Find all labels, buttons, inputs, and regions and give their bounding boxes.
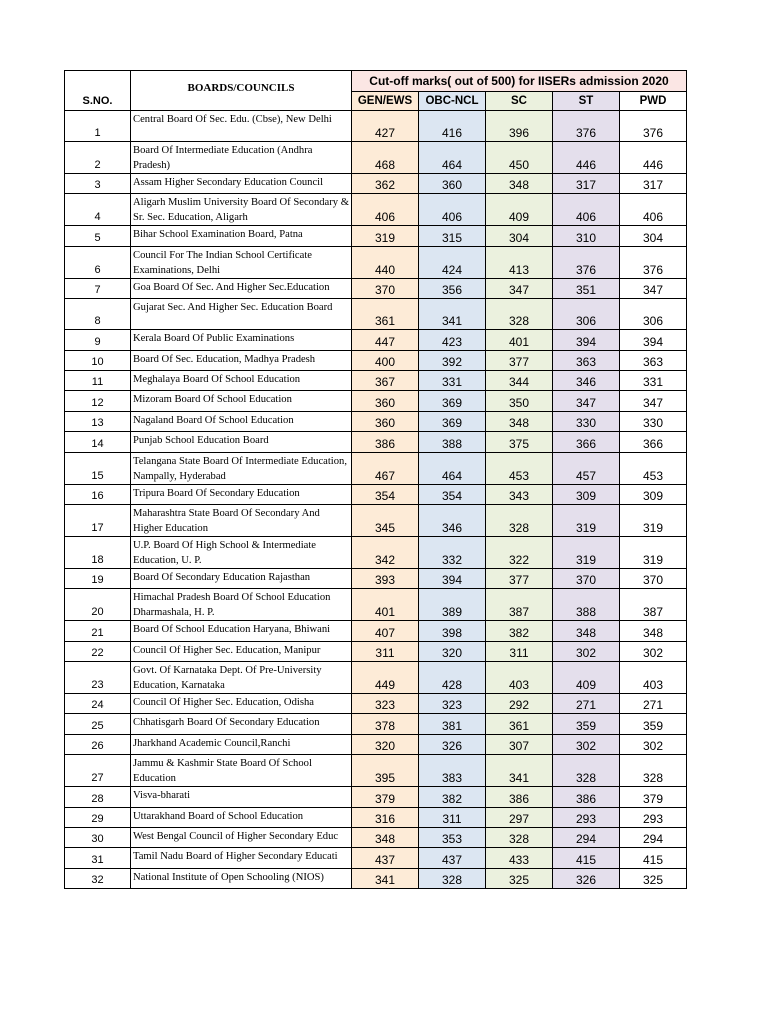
cutoff-pwd: 330 bbox=[620, 411, 687, 431]
cutoff-gen-ews: 395 bbox=[352, 755, 419, 787]
row-sno: 3 bbox=[65, 174, 131, 194]
table-row bbox=[65, 174, 687, 194]
cutoff-pwd: 376 bbox=[620, 246, 687, 278]
cutoff-st: 293 bbox=[553, 807, 620, 827]
row-sno: 28 bbox=[65, 787, 131, 807]
cutoff-st: 409 bbox=[553, 662, 620, 694]
cutoff-sc: 297 bbox=[486, 807, 553, 827]
cutoff-gen-ews: 361 bbox=[352, 299, 419, 330]
cutoff-st: 415 bbox=[553, 848, 620, 868]
row-sno: 23 bbox=[65, 662, 131, 694]
cutoff-gen-ews: 437 bbox=[352, 848, 419, 868]
table-row bbox=[65, 194, 687, 226]
row-sno: 32 bbox=[65, 868, 131, 888]
cutoff-obc-ncl: 369 bbox=[419, 391, 486, 411]
row-sno: 25 bbox=[65, 714, 131, 734]
row-sno: 6 bbox=[65, 246, 131, 278]
cutoff-obc-ncl: 346 bbox=[419, 504, 486, 536]
row-sno: 7 bbox=[65, 278, 131, 298]
cutoff-obc-ncl: 369 bbox=[419, 411, 486, 431]
row-sno: 17 bbox=[65, 504, 131, 536]
table-row bbox=[65, 621, 687, 641]
row-board: Govt. Of Karnataka Dept. Of Pre-University Education, Karnataka bbox=[131, 662, 352, 694]
table-row bbox=[65, 452, 687, 484]
cutoff-gen-ews: 467 bbox=[352, 452, 419, 484]
cutoff-gen-ews: 440 bbox=[352, 246, 419, 278]
cutoff-st: 326 bbox=[553, 868, 620, 888]
cutoff-pwd: 403 bbox=[620, 662, 687, 694]
cutoff-pwd: 304 bbox=[620, 226, 687, 246]
table-row bbox=[65, 484, 687, 504]
cutoff-pwd: 376 bbox=[620, 111, 687, 142]
cutoff-obc-ncl: 331 bbox=[419, 370, 486, 390]
row-sno: 9 bbox=[65, 330, 131, 350]
cutoff-sc: 347 bbox=[486, 278, 553, 298]
cutoff-pwd: 319 bbox=[620, 504, 687, 536]
cutoff-st: 370 bbox=[553, 568, 620, 588]
row-board: Board Of Secondary Education Rajasthan bbox=[131, 568, 352, 588]
row-board: Gujarat Sec. And Higher Sec. Education Board bbox=[131, 299, 352, 330]
table-row bbox=[65, 641, 687, 661]
cutoff-sc: 433 bbox=[486, 848, 553, 868]
cutoff-obc-ncl: 320 bbox=[419, 641, 486, 661]
cutoff-gen-ews: 401 bbox=[352, 589, 419, 621]
row-board: Aligarh Muslim University Board Of Secondary & Sr. Sec. Education, Aligarh bbox=[131, 194, 352, 226]
table-row bbox=[65, 111, 687, 142]
cutoff-sc: 344 bbox=[486, 370, 553, 390]
cutoff-pwd: 379 bbox=[620, 787, 687, 807]
cutoff-pwd: 348 bbox=[620, 621, 687, 641]
table-row bbox=[65, 755, 687, 787]
row-sno: 26 bbox=[65, 734, 131, 754]
cutoff-obc-ncl: 406 bbox=[419, 194, 486, 226]
cutoff-obc-ncl: 323 bbox=[419, 694, 486, 714]
cutoff-sc: 403 bbox=[486, 662, 553, 694]
row-board: Assam Higher Secondary Education Council bbox=[131, 174, 352, 194]
row-sno: 12 bbox=[65, 391, 131, 411]
cutoff-gen-ews: 319 bbox=[352, 226, 419, 246]
cutoff-st: 363 bbox=[553, 350, 620, 370]
cutoff-st: 294 bbox=[553, 828, 620, 848]
cutoff-gen-ews: 386 bbox=[352, 432, 419, 452]
cutoff-sc: 328 bbox=[486, 504, 553, 536]
cutoff-sc: 413 bbox=[486, 246, 553, 278]
cutoff-pwd: 302 bbox=[620, 734, 687, 754]
table-row bbox=[65, 828, 687, 848]
cutoff-table bbox=[64, 70, 687, 889]
header-boards: BOARDS/COUNCILS bbox=[131, 71, 352, 111]
cutoff-sc: 325 bbox=[486, 868, 553, 888]
cutoff-st: 457 bbox=[553, 452, 620, 484]
cutoff-st: 376 bbox=[553, 111, 620, 142]
row-board: U.P. Board Of High School & Intermediate Education, U. P. bbox=[131, 536, 352, 568]
row-sno: 20 bbox=[65, 589, 131, 621]
cutoff-obc-ncl: 383 bbox=[419, 755, 486, 787]
cutoff-obc-ncl: 416 bbox=[419, 111, 486, 142]
row-sno: 29 bbox=[65, 807, 131, 827]
cutoff-gen-ews: 360 bbox=[352, 391, 419, 411]
row-board: Kerala Board Of Public Examinations bbox=[131, 330, 352, 350]
header-cutoff-title: Cut-off marks( out of 500) for IISERs admission 2020 bbox=[352, 71, 687, 92]
row-board: National Institute of Open Schooling (NIOS) bbox=[131, 868, 352, 888]
cutoff-obc-ncl: 354 bbox=[419, 484, 486, 504]
row-board: Nagaland Board Of School Education bbox=[131, 411, 352, 431]
cutoff-gen-ews: 362 bbox=[352, 174, 419, 194]
cutoff-pwd: 387 bbox=[620, 589, 687, 621]
header-gen-ews: GEN/EWS bbox=[352, 92, 419, 111]
cutoff-obc-ncl: 394 bbox=[419, 568, 486, 588]
table-row bbox=[65, 142, 687, 174]
row-sno: 2 bbox=[65, 142, 131, 174]
row-sno: 15 bbox=[65, 452, 131, 484]
cutoff-obc-ncl: 315 bbox=[419, 226, 486, 246]
table-row bbox=[65, 848, 687, 868]
table-row bbox=[65, 787, 687, 807]
cutoff-obc-ncl: 356 bbox=[419, 278, 486, 298]
cutoff-obc-ncl: 353 bbox=[419, 828, 486, 848]
cutoff-gen-ews: 370 bbox=[352, 278, 419, 298]
cutoff-sc: 322 bbox=[486, 536, 553, 568]
cutoff-st: 388 bbox=[553, 589, 620, 621]
row-sno: 5 bbox=[65, 226, 131, 246]
cutoff-st: 366 bbox=[553, 432, 620, 452]
cutoff-gen-ews: 393 bbox=[352, 568, 419, 588]
table-row bbox=[65, 504, 687, 536]
row-board: Tamil Nadu Board of Higher Secondary Educati bbox=[131, 848, 352, 868]
cutoff-pwd: 347 bbox=[620, 391, 687, 411]
cutoff-sc: 377 bbox=[486, 350, 553, 370]
row-board: Jharkhand Academic Council,Ranchi bbox=[131, 734, 352, 754]
row-board: Uttarakhand Board of School Education bbox=[131, 807, 352, 827]
cutoff-pwd: 446 bbox=[620, 142, 687, 174]
cutoff-st: 446 bbox=[553, 142, 620, 174]
row-sno: 24 bbox=[65, 694, 131, 714]
row-board: Council Of Higher Sec. Education, Odisha bbox=[131, 694, 352, 714]
cutoff-sc: 386 bbox=[486, 787, 553, 807]
row-board: Council For The Indian School Certificate Examinations, Delhi bbox=[131, 246, 352, 278]
row-sno: 18 bbox=[65, 536, 131, 568]
cutoff-sc: 453 bbox=[486, 452, 553, 484]
cutoff-gen-ews: 367 bbox=[352, 370, 419, 390]
cutoff-st: 302 bbox=[553, 734, 620, 754]
row-board: Chhatisgarh Board Of Secondary Education bbox=[131, 714, 352, 734]
cutoff-sc: 328 bbox=[486, 828, 553, 848]
row-sno: 21 bbox=[65, 621, 131, 641]
row-sno: 19 bbox=[65, 568, 131, 588]
cutoff-st: 376 bbox=[553, 246, 620, 278]
row-sno: 31 bbox=[65, 848, 131, 868]
cutoff-gen-ews: 348 bbox=[352, 828, 419, 848]
cutoff-obc-ncl: 392 bbox=[419, 350, 486, 370]
row-sno: 14 bbox=[65, 432, 131, 452]
cutoff-pwd: 319 bbox=[620, 536, 687, 568]
cutoff-pwd: 347 bbox=[620, 278, 687, 298]
row-sno: 8 bbox=[65, 299, 131, 330]
cutoff-sc: 382 bbox=[486, 621, 553, 641]
cutoff-pwd: 331 bbox=[620, 370, 687, 390]
cutoff-st: 302 bbox=[553, 641, 620, 661]
table-row bbox=[65, 226, 687, 246]
table-row bbox=[65, 568, 687, 588]
row-board: Goa Board Of Sec. And Higher Sec.Education bbox=[131, 278, 352, 298]
cutoff-st: 319 bbox=[553, 504, 620, 536]
table-row bbox=[65, 662, 687, 694]
cutoff-gen-ews: 406 bbox=[352, 194, 419, 226]
cutoff-gen-ews: 320 bbox=[352, 734, 419, 754]
cutoff-obc-ncl: 328 bbox=[419, 868, 486, 888]
row-board: Maharashtra State Board Of Secondary And Higher Education bbox=[131, 504, 352, 536]
cutoff-st: 348 bbox=[553, 621, 620, 641]
row-sno: 30 bbox=[65, 828, 131, 848]
row-board: West Bengal Council of Higher Secondary Educ bbox=[131, 828, 352, 848]
row-board: Telangana State Board Of Intermediate Education, Nampally, Hyderabad bbox=[131, 452, 352, 484]
table-body bbox=[65, 111, 687, 889]
cutoff-pwd: 271 bbox=[620, 694, 687, 714]
cutoff-gen-ews: 345 bbox=[352, 504, 419, 536]
cutoff-st: 271 bbox=[553, 694, 620, 714]
table-row bbox=[65, 370, 687, 390]
row-sno: 4 bbox=[65, 194, 131, 226]
cutoff-gen-ews: 378 bbox=[352, 714, 419, 734]
cutoff-pwd: 394 bbox=[620, 330, 687, 350]
cutoff-st: 386 bbox=[553, 787, 620, 807]
row-sno: 27 bbox=[65, 755, 131, 787]
row-board: Himachal Pradesh Board Of School Education Dharmashala, H. P. bbox=[131, 589, 352, 621]
header-sno: S.NO. bbox=[65, 71, 131, 111]
cutoff-gen-ews: 468 bbox=[352, 142, 419, 174]
cutoff-sc: 341 bbox=[486, 755, 553, 787]
cutoff-gen-ews: 379 bbox=[352, 787, 419, 807]
cutoff-sc: 450 bbox=[486, 142, 553, 174]
cutoff-obc-ncl: 389 bbox=[419, 589, 486, 621]
cutoff-st: 306 bbox=[553, 299, 620, 330]
cutoff-obc-ncl: 423 bbox=[419, 330, 486, 350]
cutoff-obc-ncl: 464 bbox=[419, 452, 486, 484]
cutoff-sc: 361 bbox=[486, 714, 553, 734]
table-row bbox=[65, 734, 687, 754]
cutoff-sc: 328 bbox=[486, 299, 553, 330]
table-row bbox=[65, 246, 687, 278]
cutoff-gen-ews: 316 bbox=[352, 807, 419, 827]
cutoff-pwd: 370 bbox=[620, 568, 687, 588]
table-row bbox=[65, 278, 687, 298]
table-row bbox=[65, 330, 687, 350]
table-row bbox=[65, 807, 687, 827]
cutoff-obc-ncl: 311 bbox=[419, 807, 486, 827]
cutoff-gen-ews: 449 bbox=[352, 662, 419, 694]
cutoff-pwd: 328 bbox=[620, 755, 687, 787]
table-row bbox=[65, 714, 687, 734]
cutoff-gen-ews: 360 bbox=[352, 411, 419, 431]
cutoff-pwd: 363 bbox=[620, 350, 687, 370]
cutoff-pwd: 302 bbox=[620, 641, 687, 661]
table-row bbox=[65, 868, 687, 888]
cutoff-st: 330 bbox=[553, 411, 620, 431]
cutoff-obc-ncl: 341 bbox=[419, 299, 486, 330]
cutoff-sc: 307 bbox=[486, 734, 553, 754]
cutoff-sc: 292 bbox=[486, 694, 553, 714]
row-board: Council Of Higher Sec. Education, Manipur bbox=[131, 641, 352, 661]
cutoff-pwd: 366 bbox=[620, 432, 687, 452]
cutoff-sc: 311 bbox=[486, 641, 553, 661]
cutoff-gen-ews: 354 bbox=[352, 484, 419, 504]
cutoff-obc-ncl: 382 bbox=[419, 787, 486, 807]
cutoff-obc-ncl: 428 bbox=[419, 662, 486, 694]
cutoff-st: 351 bbox=[553, 278, 620, 298]
row-sno: 22 bbox=[65, 641, 131, 661]
cutoff-gen-ews: 400 bbox=[352, 350, 419, 370]
row-board: Board Of School Education Haryana, Bhiwani bbox=[131, 621, 352, 641]
cutoff-sc: 304 bbox=[486, 226, 553, 246]
cutoff-pwd: 415 bbox=[620, 848, 687, 868]
cutoff-pwd: 453 bbox=[620, 452, 687, 484]
table-row bbox=[65, 299, 687, 330]
cutoff-sc: 396 bbox=[486, 111, 553, 142]
cutoff-sc: 387 bbox=[486, 589, 553, 621]
cutoff-pwd: 406 bbox=[620, 194, 687, 226]
header-sc: SC bbox=[486, 92, 553, 111]
row-board: Punjab School Education Board bbox=[131, 432, 352, 452]
row-board: Jammu & Kashmir State Board Of School Education bbox=[131, 755, 352, 787]
cutoff-obc-ncl: 360 bbox=[419, 174, 486, 194]
cutoff-sc: 348 bbox=[486, 411, 553, 431]
cutoff-sc: 348 bbox=[486, 174, 553, 194]
cutoff-st: 359 bbox=[553, 714, 620, 734]
cutoff-obc-ncl: 424 bbox=[419, 246, 486, 278]
table-row bbox=[65, 432, 687, 452]
row-board: Tripura Board Of Secondary Education bbox=[131, 484, 352, 504]
cutoff-gen-ews: 427 bbox=[352, 111, 419, 142]
cutoff-obc-ncl: 381 bbox=[419, 714, 486, 734]
cutoff-obc-ncl: 332 bbox=[419, 536, 486, 568]
table-row bbox=[65, 694, 687, 714]
cutoff-obc-ncl: 326 bbox=[419, 734, 486, 754]
cutoff-st: 394 bbox=[553, 330, 620, 350]
cutoff-sc: 401 bbox=[486, 330, 553, 350]
row-sno: 11 bbox=[65, 370, 131, 390]
cutoff-gen-ews: 407 bbox=[352, 621, 419, 641]
header-pwd: PWD bbox=[620, 92, 687, 111]
table-row bbox=[65, 391, 687, 411]
cutoff-st: 319 bbox=[553, 536, 620, 568]
row-sno: 1 bbox=[65, 111, 131, 142]
cutoff-obc-ncl: 437 bbox=[419, 848, 486, 868]
cutoff-obc-ncl: 388 bbox=[419, 432, 486, 452]
row-sno: 10 bbox=[65, 350, 131, 370]
cutoff-st: 328 bbox=[553, 755, 620, 787]
row-sno: 13 bbox=[65, 411, 131, 431]
row-board: Visva-bharati bbox=[131, 787, 352, 807]
table-row bbox=[65, 411, 687, 431]
cutoff-st: 346 bbox=[553, 370, 620, 390]
table-row bbox=[65, 589, 687, 621]
row-sno: 16 bbox=[65, 484, 131, 504]
cutoff-pwd: 325 bbox=[620, 868, 687, 888]
cutoff-gen-ews: 447 bbox=[352, 330, 419, 350]
cutoff-pwd: 294 bbox=[620, 828, 687, 848]
row-board: Meghalaya Board Of School Education bbox=[131, 370, 352, 390]
cutoff-obc-ncl: 398 bbox=[419, 621, 486, 641]
cutoff-st: 310 bbox=[553, 226, 620, 246]
header-st: ST bbox=[553, 92, 620, 111]
table-row bbox=[65, 350, 687, 370]
row-board: Mizoram Board Of School Education bbox=[131, 391, 352, 411]
cutoff-gen-ews: 323 bbox=[352, 694, 419, 714]
cutoff-pwd: 293 bbox=[620, 807, 687, 827]
table-row bbox=[65, 536, 687, 568]
cutoff-st: 317 bbox=[553, 174, 620, 194]
cutoff-sc: 350 bbox=[486, 391, 553, 411]
cutoff-gen-ews: 342 bbox=[352, 536, 419, 568]
cutoff-st: 406 bbox=[553, 194, 620, 226]
cutoff-st: 347 bbox=[553, 391, 620, 411]
cutoff-sc: 375 bbox=[486, 432, 553, 452]
row-board: Bihar School Examination Board, Patna bbox=[131, 226, 352, 246]
cutoff-pwd: 306 bbox=[620, 299, 687, 330]
cutoff-sc: 409 bbox=[486, 194, 553, 226]
header-obc-ncl: OBC-NCL bbox=[419, 92, 486, 111]
row-board: Central Board Of Sec. Edu. (Cbse), New Delhi bbox=[131, 111, 352, 142]
cutoff-st: 309 bbox=[553, 484, 620, 504]
cutoff-sc: 343 bbox=[486, 484, 553, 504]
cutoff-gen-ews: 341 bbox=[352, 868, 419, 888]
cutoff-sc: 377 bbox=[486, 568, 553, 588]
cutoff-obc-ncl: 464 bbox=[419, 142, 486, 174]
cutoff-pwd: 309 bbox=[620, 484, 687, 504]
row-board: Board Of Intermediate Education (Andhra Pradesh) bbox=[131, 142, 352, 174]
row-board: Board Of Sec. Education, Madhya Pradesh bbox=[131, 350, 352, 370]
cutoff-pwd: 359 bbox=[620, 714, 687, 734]
cutoff-gen-ews: 311 bbox=[352, 641, 419, 661]
cutoff-pwd: 317 bbox=[620, 174, 687, 194]
